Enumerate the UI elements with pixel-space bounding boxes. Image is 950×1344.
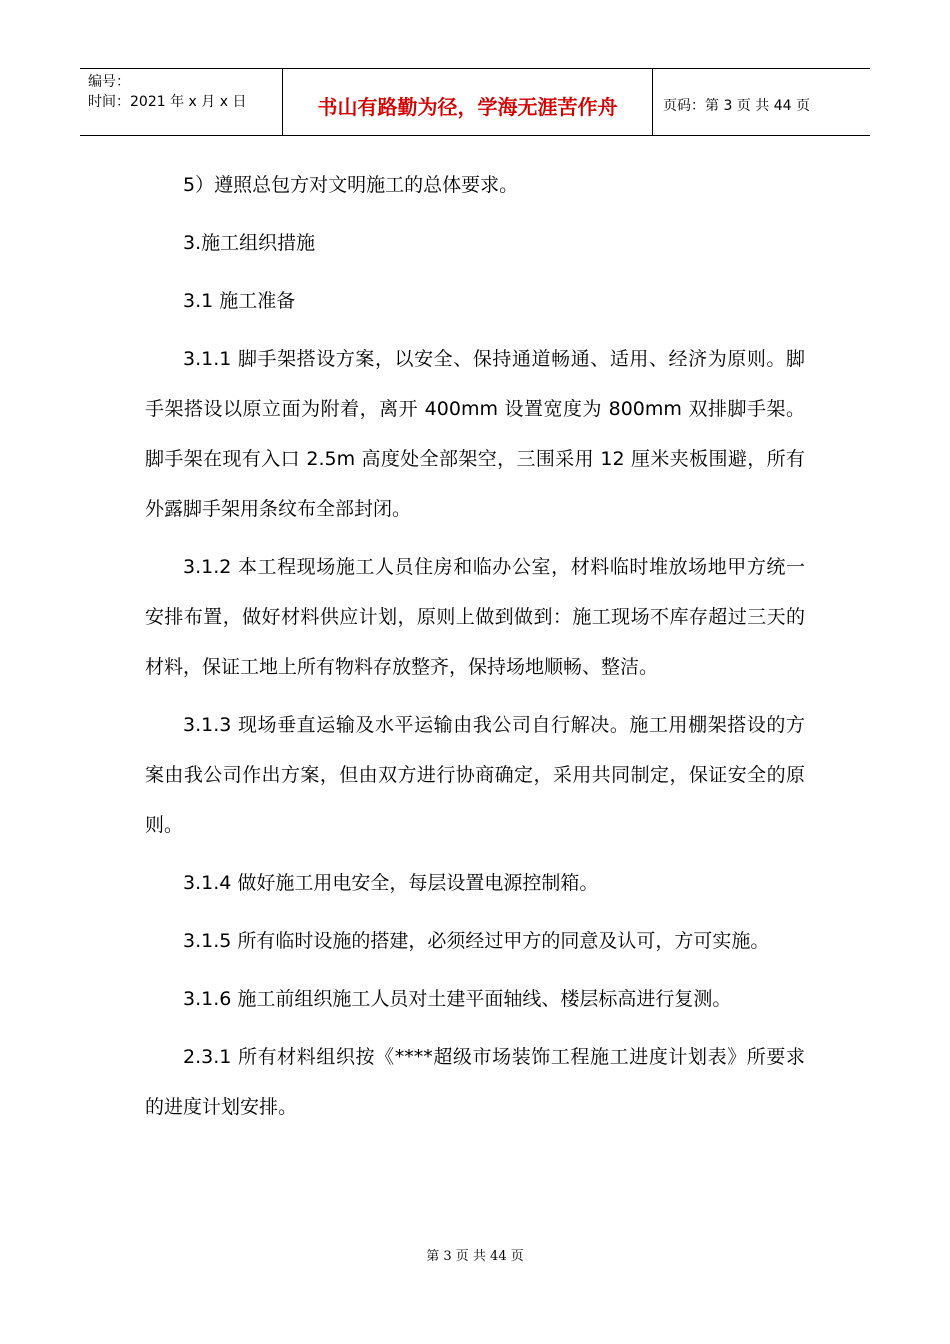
header-motto-cell — [283, 69, 653, 135]
page-footer — [0, 1245, 950, 1264]
header-motto: 书山有路勤为径，学海无涯苦作舟 — [317, 94, 618, 119]
paragraph: 3.1.6 施工前组织施工人员对土建平面轴线、楼层标高进行复测。 — [183, 988, 732, 1010]
document-date-label: 时间：2021 年 x 月 x 日 — [88, 94, 247, 110]
paragraph: 3.1.4 做好施工用电安全，每层设置电源控制箱。 — [183, 872, 599, 894]
paragraph: 2.3.1 所有材料组织按《****超级市场装饰工程施工进度计划表》所要求的进度计划安排。 — [145, 1046, 805, 1118]
header-page-cell — [653, 69, 870, 135]
paragraph: 3.1.1 脚手架搭设方案，以安全、保持通道畅通、适用、经济为原则。脚手架搭设以原立面为附着，离开 400mm 设置宽度为 800mm 双排脚手架。脚手架在现有入口 2.5m 高度处全部架空，三围采用 12 厘米夹板围避，所有外露脚手架用条纹布全部封闭。 — [145, 348, 805, 520]
document-number-label: 编号： — [88, 74, 130, 90]
header-page-info: 页码：第 3 页 共 44 页 — [663, 98, 810, 114]
section-heading: 3.施工组织措施 — [183, 232, 316, 254]
paragraph: 3.1.3 现场垂直运输及水平运输由我公司自行解决。施工用棚架搭设的方案由我公司作出方案，但由双方进行协商确定，采用共同制定，保证安全的原则。 — [145, 714, 805, 836]
paragraph: 3.1.5 所有临时设施的搭建，必须经过甲方的同意及认可，方可实施。 — [183, 930, 770, 952]
document-header — [80, 68, 870, 136]
header-meta-cell — [80, 69, 283, 135]
paragraph: 5）遵照总包方对文明施工的总体要求。 — [183, 174, 519, 196]
document-body — [145, 160, 805, 1140]
paragraph: 3.1.2 本工程现场施工人员住房和临办公室，材料临时堆放场地甲方统一安排布置，做好材料供应计划，原则上做到做到：施工现场不库存超过三天的材料，保证工地上所有物料存放整齐，保持场地顺畅、整洁。 — [145, 556, 805, 678]
footer-page-number: 第 3 页 共 44 页 — [426, 1249, 524, 1264]
subsection-heading: 3.1 施工准备 — [183, 290, 296, 312]
